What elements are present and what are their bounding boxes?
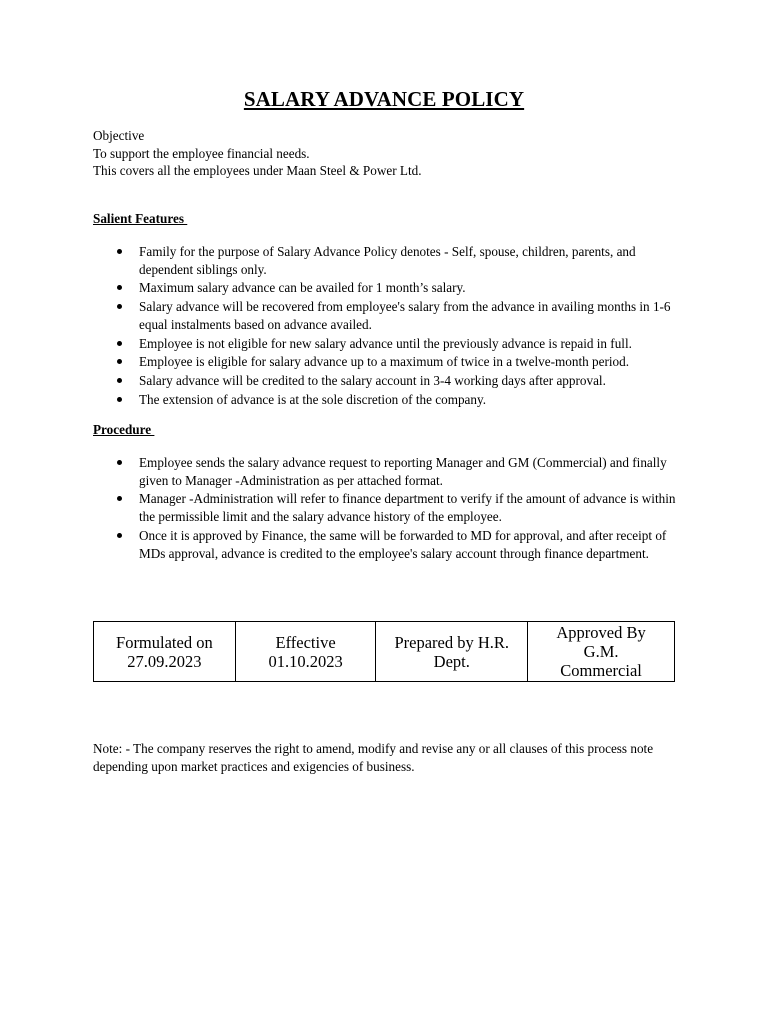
approved-line2: G.M. — [583, 642, 619, 661]
signoff-table — [93, 621, 675, 682]
list-item: Employee is eligible for salary advance up to a maximum of twice in a twelve-month period. — [93, 353, 683, 371]
effective-cell — [235, 622, 376, 682]
coverage-text: This covers all the employees under Maan Steel & Power Ltd. — [93, 163, 422, 179]
list-item: Once it is approved by Finance, the same will be forwarded to MD for approval, and after receipt of MDs approval, advance is credited to the employee's salary account through finance department. — [93, 527, 683, 562]
formulated-label: Formulated on — [116, 632, 213, 652]
intro-section — [93, 127, 693, 180]
list-item: Salary advance will be credited to the salary account in 3-4 working days after approval. — [93, 372, 683, 390]
disclaimer-note: Note: - The company reserves the right to amend, modify and revise any or all clauses of this process note depending upon market practices and exigencies of business. — [93, 741, 654, 774]
document-title: SALARY ADVANCE POLICY — [243, 87, 525, 111]
procedure-list — [93, 454, 683, 563]
prepared-line2: Dept. — [433, 651, 470, 671]
effective-label: Effective — [275, 632, 336, 652]
list-item: Family for the purpose of Salary Advance Policy denotes - Self, spouse, children, parents, and dependent siblings only. — [93, 243, 683, 278]
salient-features-heading: Salient Features — [93, 211, 188, 226]
approved-line3: Commercial — [560, 661, 642, 680]
approved-cell — [528, 622, 675, 682]
procedure-heading: Procedure — [93, 422, 155, 437]
prepared-cell — [376, 622, 528, 682]
formulated-cell — [94, 622, 236, 682]
approved-line1: Approved By — [556, 623, 646, 642]
table-row — [94, 622, 675, 682]
effective-date: 01.10.2023 — [268, 651, 343, 671]
list-item: Employee sends the salary advance request to reporting Manager and GM (Commercial) and finally given to Manager -Administration as per attached format. — [93, 454, 683, 489]
list-item: The extension of advance is at the sole discretion of the company. — [93, 391, 683, 409]
list-item: Manager -Administration will refer to finance department to verify if the amount of advance is within the permissible limit and the salary advance history of the employee. — [93, 490, 683, 525]
list-item: Salary advance will be recovered from employee's salary from the advance in availing months in 1-6 equal instalments based on advance availed. — [93, 298, 683, 333]
list-item: Employee is not eligible for new salary advance until the previously advance is repaid in full. — [93, 335, 683, 353]
prepared-line1: Prepared by H.R. — [394, 632, 510, 652]
salient-features-list — [93, 243, 683, 409]
list-item: Maximum salary advance can be availed for 1 month’s salary. — [93, 279, 683, 297]
formulated-date: 27.09.2023 — [127, 651, 202, 671]
objective-label: Objective — [93, 128, 145, 143]
objective-text: To support the employee financial needs. — [93, 145, 310, 161]
